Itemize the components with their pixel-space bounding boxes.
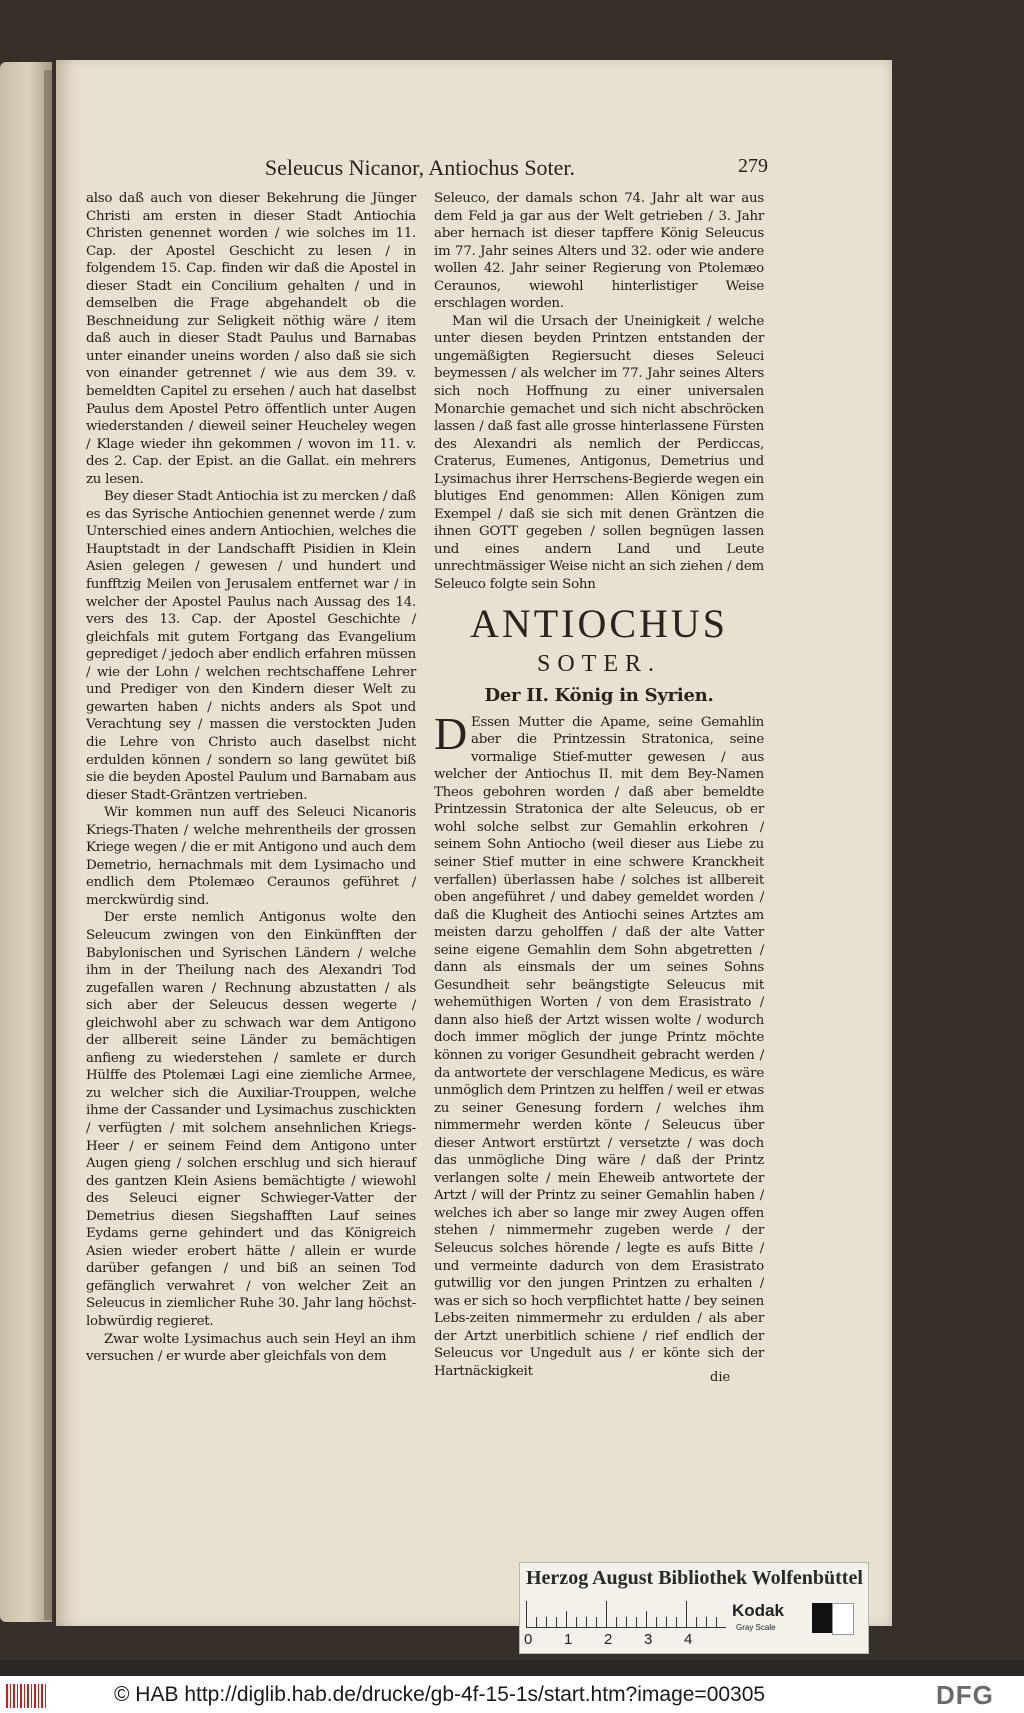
- dfg-logo: DFG: [936, 1680, 994, 1710]
- gray-scale-label: Gray Scale: [736, 1623, 776, 1632]
- kodak-brand: Kodak: [732, 1601, 784, 1620]
- footer-credit: © HAB http://diglib.hab.de/drucke/gb-4f-15-1s/start.htm?image=00305: [114, 1683, 766, 1706]
- chapter-subtitle: SOTER.: [536, 650, 661, 677]
- ruler-number: 3: [644, 1631, 653, 1648]
- book-gutter: [44, 70, 52, 1620]
- paragraph: [434, 707, 764, 1381]
- paragraph: also daß auch von dieser Bekehrung die Jünger Christi am ersten in dieser Stadt Antiochia Christen genennet worden / wie solches im 11. Cap. der Apostel Geschicht zu lesen / in folgendem 15. Cap. finden wir daß die Apostel in dieser Stadt ein Concilium gehalten / und in demselben die Frage abgehandelt ob die Beschneidung zur Seligkeit nöthig wäre / item daß auch in dieser Stadt Paulus und Barnabas unter einander uneins worden / also daß sie sich von einander getrennet / wie aus dem 39. v. bemeldten Capitel zu ersehen / auch hat daselbst Paulus dem Apostel Petro öffentlich unter Augen wiederstanden / dieweil seiner Heucheley wegen / Klage wieder ihn gekommen / wovon im 11. v. des 2. Cap. der Epist. an die Gallat. ein mehrers zu lesen.: [86, 191, 416, 487]
- drop-cap: D: [434, 707, 467, 759]
- paragraph: Der erste nemlich Antigonus wolte den Seleucum zwingen von den Einkünfften der Babylonischen und Syrischen Ländern / welche ihm in der Theilung nach des Alexandri Tod zugefallen waren / Rechnung abzustatten / als sich aber der Seleucus dessen wegerte / gleichwohl aber zu schwach war dem Antigono der allbereit seine Länder zu bemächtigen anfieng zu wiederstehen / samlete er durch Hülffe des Ptolemæi Lagi eine ziemliche Armee, zu welcher sich die Auxiliar-Trouppen, welche ihme der Cassander und Lysimachus zuschickten / verfügten / mit solchem ansehnlichen Kriegs-Heer / er seinem Feind dem Antigono unter Augen gieng / solchen erschlug und sich hierauf des gantzen Klein Asiens bemächtigte / wiewohl des Seleuci eigner Schwieger-Vatter der Demetrius diesen Siegshafften Lauf seines Eydams gerne gehindert und das Königreich Asien wieder erobert hätte / allein er wurde darüber gefangen / und biß an seinen Tod gefänglich verwahret / von welcher Zeit an Seleucus in ziemlicher Ruhe 30. Jahr lang höchst-lobwürdig regieret.: [86, 910, 416, 1329]
- hab-logo-icon: [6, 1684, 46, 1708]
- scale-ruler: [526, 1601, 726, 1628]
- running-head: Seleucus Nicanor, Antiochus Soter.: [264, 155, 576, 180]
- footer-bar: [0, 1676, 1024, 1713]
- page-number: 279: [738, 155, 768, 177]
- chapter-caption: Der II. König in Syrien.: [484, 684, 714, 706]
- paragraph-text: Essen Mutter die Apame, seine Gemahlin aber die Printzessin Stratonica, seine vormalige Stief-mutter gewesen / aus welcher der Antiochus II. mit dem Bey-Namen Theos gebohren worden / daß aber bemeldte Printzessin Stratonica der alte Seleucus, ob er wohl solche selbst zur Gemahlin erkohren / seinem Sohn Antiocho (weil dieser aus Liebe zu seiner Stief mutter in eine schwere Kranckheit verfallen) überlassen habe / solches ist allbereit oben angeführet / und dabey gemeldet worden / daß die Klugheit des Antiochi seines Artztes am meisten darzu geholffen / daß der alte Vatter seine eigene Gemahlin dem Sohn abgetretten / dann als einsmals der um seines Sohns Gesundheit sehr beängstigte Seleucus mit wehemüthigen Worten / von dem Erasistrato / dann also hieß der Artzt wissen wolte / wodurch doch immer möglich der junge Printz möchte können zu voriger Gesundheit gebracht werden / da antwortete der verschlagene Medicus, es wäre unmöglich dem Printzen zu helffen / weil er etwas zu seiner Genesung fordern / welches ihm nimmermehr werden könte / Seleucus über dieser Antwort erstürtzt / versetzte / was doch das unmögliche Ding wäre / daß der Printz verlangen solte / mein Eheweib antwortete der Artzt / will der Printz zu seiner Gemahlin haben / welches ich aber so lange mir zwey Augen offen stehen / nimmermehr zugeben werde / der Seleucus solches hörende / legte es aufs Bitte / und vermeinte dadurch von dem Erasistrato gutwillig vor den jungen Printzen zu erhalten / was er sich so hoch verpflichtet hatte / bey seinen Lebs-zeiten nimmermehr zu erdulden / als aber der Artzt unerbitlich schiene / rief endlich der Seleucus vor Ungedult aus / er könte sich der Hartnäckigkeit: [434, 714, 764, 1379]
- chapter-title: ANTIOCHUS: [469, 600, 729, 646]
- paragraph: Bey dieser Stadt Antiochia ist zu mercken / daß es das Syrische Antiochien genennet werde / zum Unterschied eines andern Antiochien, welches die Hauptstadt in der Landschafft Pisidien in Klein Asien gelegen / gewesen / und hundert und funfftzig Meilen von Jerusalem entfernet war / in welcher der Apostel Paulus nach Aussag des 14. vers des 13. Cap. der Apostel Geschichte / gleichfals mit gutem Fortgang das Evangelium geprediget / jedoch aber endlich erfahren müssen / wie der Lohn / welchen rechtschaffene Lehrer und Prediger von den Kindern dieser Welt zu gewarten haben / nichts anders als Spot und Verachtung sey / massen die verstockten Juden die Lehre von Christo auch daselbst nicht erdulden können / sondern so lang gewütet biß sie die beyden Apostel Paulum und Barnabam aus dieser Stadt-Gräntzen vertrieben.: [86, 489, 416, 803]
- ruler-number: 0: [524, 1631, 533, 1648]
- catchword: die: [710, 1370, 731, 1385]
- paragraph: Seleuco, der damals schon 74. Jahr alt war aus dem Feld ja gar aus der Welt getrieben / 3. Jahr aber hernach ist dieser tapffere König Seleucus im 77. Jahr seines Alters und 32. oder wie andere wollen 42. Jahr seiner Regierung von Ptolemæo Ceraunos, wiewohl hinterlistiger Weise erschlagen worden.: [434, 191, 764, 312]
- black-swatch: [812, 1603, 832, 1633]
- white-swatch: [832, 1603, 854, 1635]
- ruler-number: 1: [564, 1631, 573, 1648]
- left-column: [86, 190, 416, 1366]
- paragraph: Man wil die Ursach der Uneinigkeit / welche unter diesen beyden Printzen entstanden der ungemäßigten Regiersucht dieses Seleuci beymessen / als welcher im 77. Jahr seines Alters sich noch Hoffnung zu einer universalen Monarchie gemachet und sich nicht abschröcken lassen / daß fast alle grosse hinterlassene Fürsten des Alexandri als nemlich der Perdiccas, Craterus, Eumenes, Antigonus, Demetrius und Lysimachus ihrer Herrschens-Begierde wegen ein blutiges End genommen: Allen Königen zum Exempel / daß sie sich mit denen Gräntzen die ihnen GOTT gegeben / sollen begnügen lassen und eines andern Land und Leute unrechtmässiger Weise nicht an sich ziehen / dem Seleuco folgte sein Sohn: [434, 313, 764, 593]
- paragraph: Wir kommen nun auff des Seleuci Nicanoris Kriegs-Thaten / welche mehrentheils der grossen Kriege wegen / die er mit Antigono und auch dem Demetrio, hernachmals mit dem Lysimacho und endlich dem Ptolemæo Ceraunos geführet / merckwürdig sind.: [86, 805, 416, 908]
- ruler-number: 4: [684, 1631, 693, 1648]
- library-name: Herzog August Bibliothek Wolfenbüttel: [526, 1567, 863, 1589]
- library-label: [519, 1562, 869, 1654]
- paragraph: Zwar wolte Lysimachus auch sein Heyl an ihm versuchen / er wurde aber gleichfals von dem: [86, 1331, 416, 1365]
- ruler-number: 2: [604, 1631, 613, 1648]
- right-column: [434, 190, 764, 1380]
